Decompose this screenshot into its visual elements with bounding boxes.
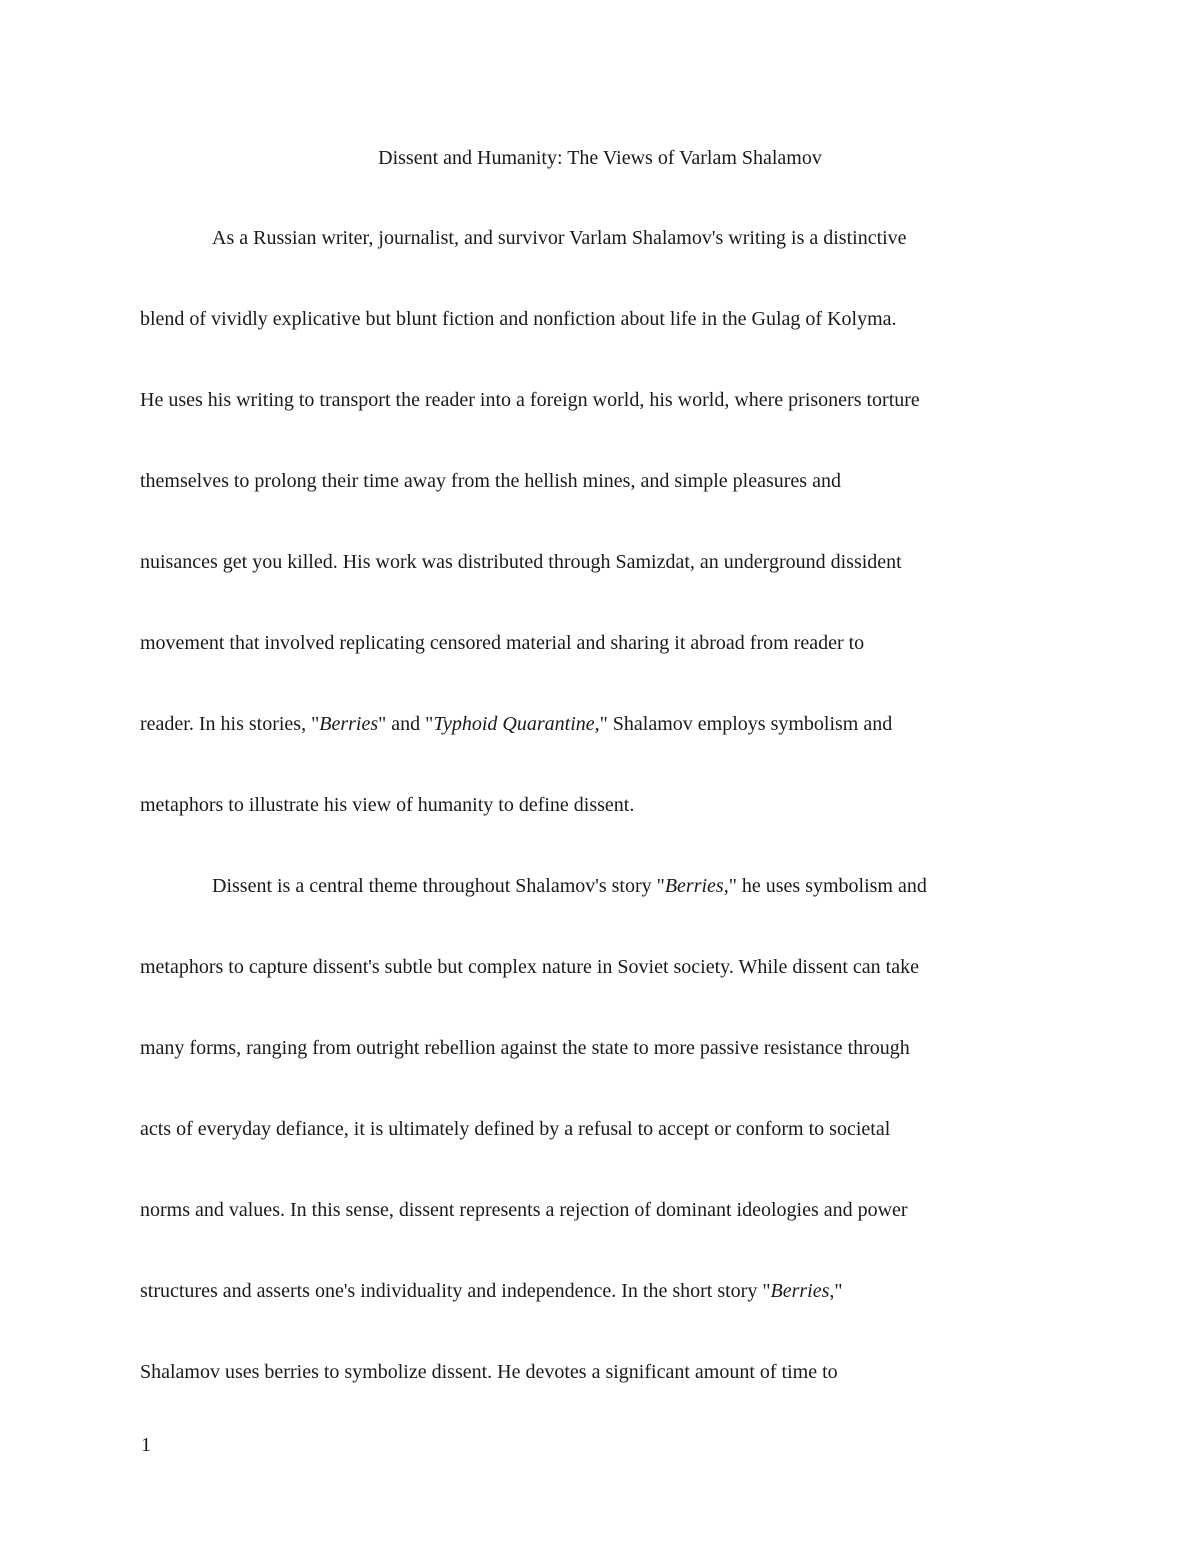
paragraph-1-line-4: themselves to prolong their time away from the hellish mines, and simple pleasures and xyxy=(140,470,841,492)
paragraph-1-line-5: nuisances get you killed. His work was distributed through Samizdat, an underground dissident xyxy=(140,551,902,573)
text-segment: structures and asserts one's individuality and independence. In the short story " xyxy=(140,1280,771,1302)
paragraph-2-line-2: metaphors to capture dissent's subtle but complex nature in Soviet society. While dissent can take xyxy=(140,956,919,978)
paragraph-1-line-1: As a Russian writer, journalist, and survivor Varlam Shalamov's writing is a distinctive xyxy=(212,227,907,249)
paragraph-1-line-6: movement that involved replicating censored material and sharing it abroad from reader to xyxy=(140,632,865,654)
text-segment: ," he uses symbolism and xyxy=(723,875,927,897)
paragraph-2-line-1 xyxy=(212,868,927,904)
text-segment: reader. In his stories, " xyxy=(140,713,320,735)
text-segment: Dissent is a central theme throughout Shalamov's story " xyxy=(212,875,665,897)
document-title: Dissent and Humanity: The Views of Varlam Shalamov xyxy=(378,147,822,169)
paragraph-2-line-6 xyxy=(140,1273,843,1309)
paragraph-1-line-8: metaphors to illustrate his view of humanity to define dissent. xyxy=(140,794,635,816)
paragraph-2-line-4: acts of everyday defiance, it is ultimately defined by a refusal to accept or conform to societal xyxy=(140,1118,891,1140)
paragraph-1-line-3: He uses his writing to transport the reader into a foreign world, his world, where prisoners torture xyxy=(140,389,920,411)
page-number: 1 xyxy=(141,1434,151,1456)
paragraph-2-line-3: many forms, ranging from outright rebellion against the state to more passive resistance through xyxy=(140,1037,910,1059)
story-title-typhoid-quarantine: Typhoid Quarantine xyxy=(433,713,595,735)
story-title-berries: Berries xyxy=(770,1280,830,1302)
paragraph-1-line-2: blend of vividly explicative but blunt fiction and nonfiction about life in the Gulag of Kolyma. xyxy=(140,308,897,330)
paragraph-2-line-7: Shalamov uses berries to symbolize dissent. He devotes a significant amount of time to xyxy=(140,1361,838,1383)
text-segment: ," xyxy=(829,1280,843,1302)
story-title-berries: Berries xyxy=(319,713,379,735)
paragraph-2-line-5: norms and values. In this sense, dissent represents a rejection of dominant ideologies and power xyxy=(140,1199,908,1221)
paragraph-1-line-7 xyxy=(140,706,892,742)
text-segment: ," Shalamov employs symbolism and xyxy=(594,713,893,735)
text-segment: " and " xyxy=(378,713,434,735)
story-title-berries: Berries xyxy=(664,875,724,897)
